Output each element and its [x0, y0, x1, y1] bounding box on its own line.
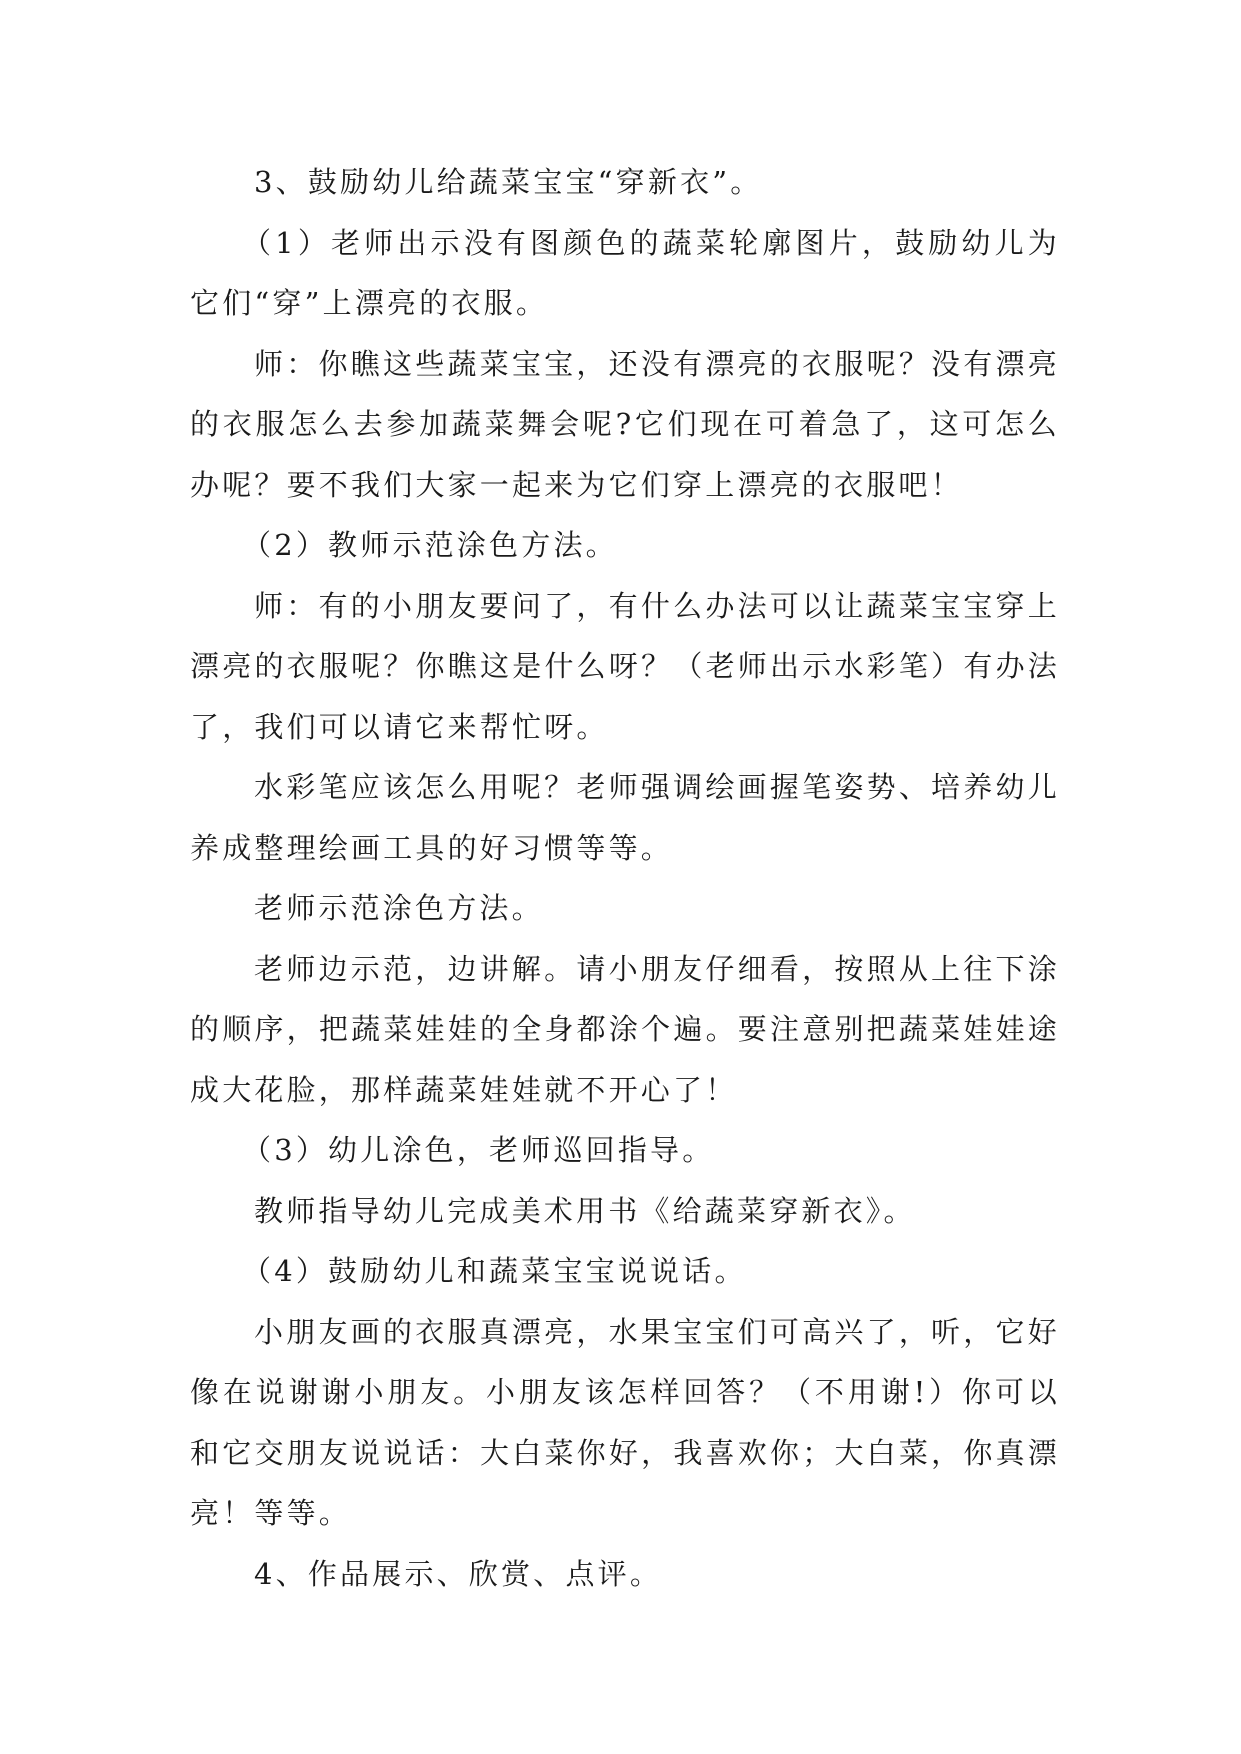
document-body: [190, 152, 1060, 1604]
paragraph-step-4-heading: 4、作品展示、欣赏、点评。: [254, 1556, 663, 1591]
paragraph-teacher-speech-2: 师：有的小朋友要问了，有什么办法可以让蔬菜宝宝穿上漂亮的衣服呢？你瞧这是什么呀？（老师出示水彩笔）有办法了，我们可以请它来帮忙呀。: [190, 588, 1060, 744]
paragraph-substep-1: （1）老师出示没有图颜色的蔬菜轮廓图片，鼓励幼儿为它们“穿”上漂亮的衣服。: [190, 225, 1060, 320]
paragraph-substep-3: （3）幼儿涂色，老师巡回指导。: [242, 1133, 715, 1167]
paragraph-talk-with-vegetables: 小朋友画的衣服真漂亮，水果宝宝们可高兴了，听，它好像在说谢谢小朋友。小朋友该怎样回答？（不用谢!）你可以和它交朋友说说话：大白菜你好，我喜欢你；大白菜，你真漂亮！等等。: [190, 1314, 1060, 1530]
paragraph-teacher-speech-1: 师：你瞧这些蔬菜宝宝，还没有漂亮的衣服呢？没有漂亮的衣服怎么去参加蔬菜舞会呢?它们现在可着急了，这可怎么办呢？要不我们大家一起来为它们穿上漂亮的衣服吧！: [190, 346, 1060, 502]
paragraph-substep-2: （2）教师示范涂色方法。: [242, 528, 618, 562]
paragraph-art-book: 教师指导幼儿完成美术用书《给蔬菜穿新衣》。: [254, 1193, 916, 1228]
paragraph-watercolor-pen: 水彩笔应该怎么用呢？老师强调绘画握笔姿势、培养幼儿养成整理绘画工具的好习惯等等。: [190, 770, 1060, 865]
paragraph-coloring-demo: 老师示范涂色方法。: [254, 891, 544, 925]
paragraph-demo-explanation: 老师边示范，边讲解。请小朋友仔细看，按照从上往下涂的顺序，把蔬菜娃娃的全身都涂个遍。要注意别把蔬菜娃娃途成大花脸，那样蔬菜娃娃就不开心了！: [190, 951, 1060, 1107]
paragraph-substep-4: （4）鼓励幼儿和蔬菜宝宝说说话。: [242, 1254, 747, 1288]
paragraph-step-3-heading: 3、鼓励幼儿给蔬菜宝宝“穿新衣”。: [254, 165, 763, 199]
